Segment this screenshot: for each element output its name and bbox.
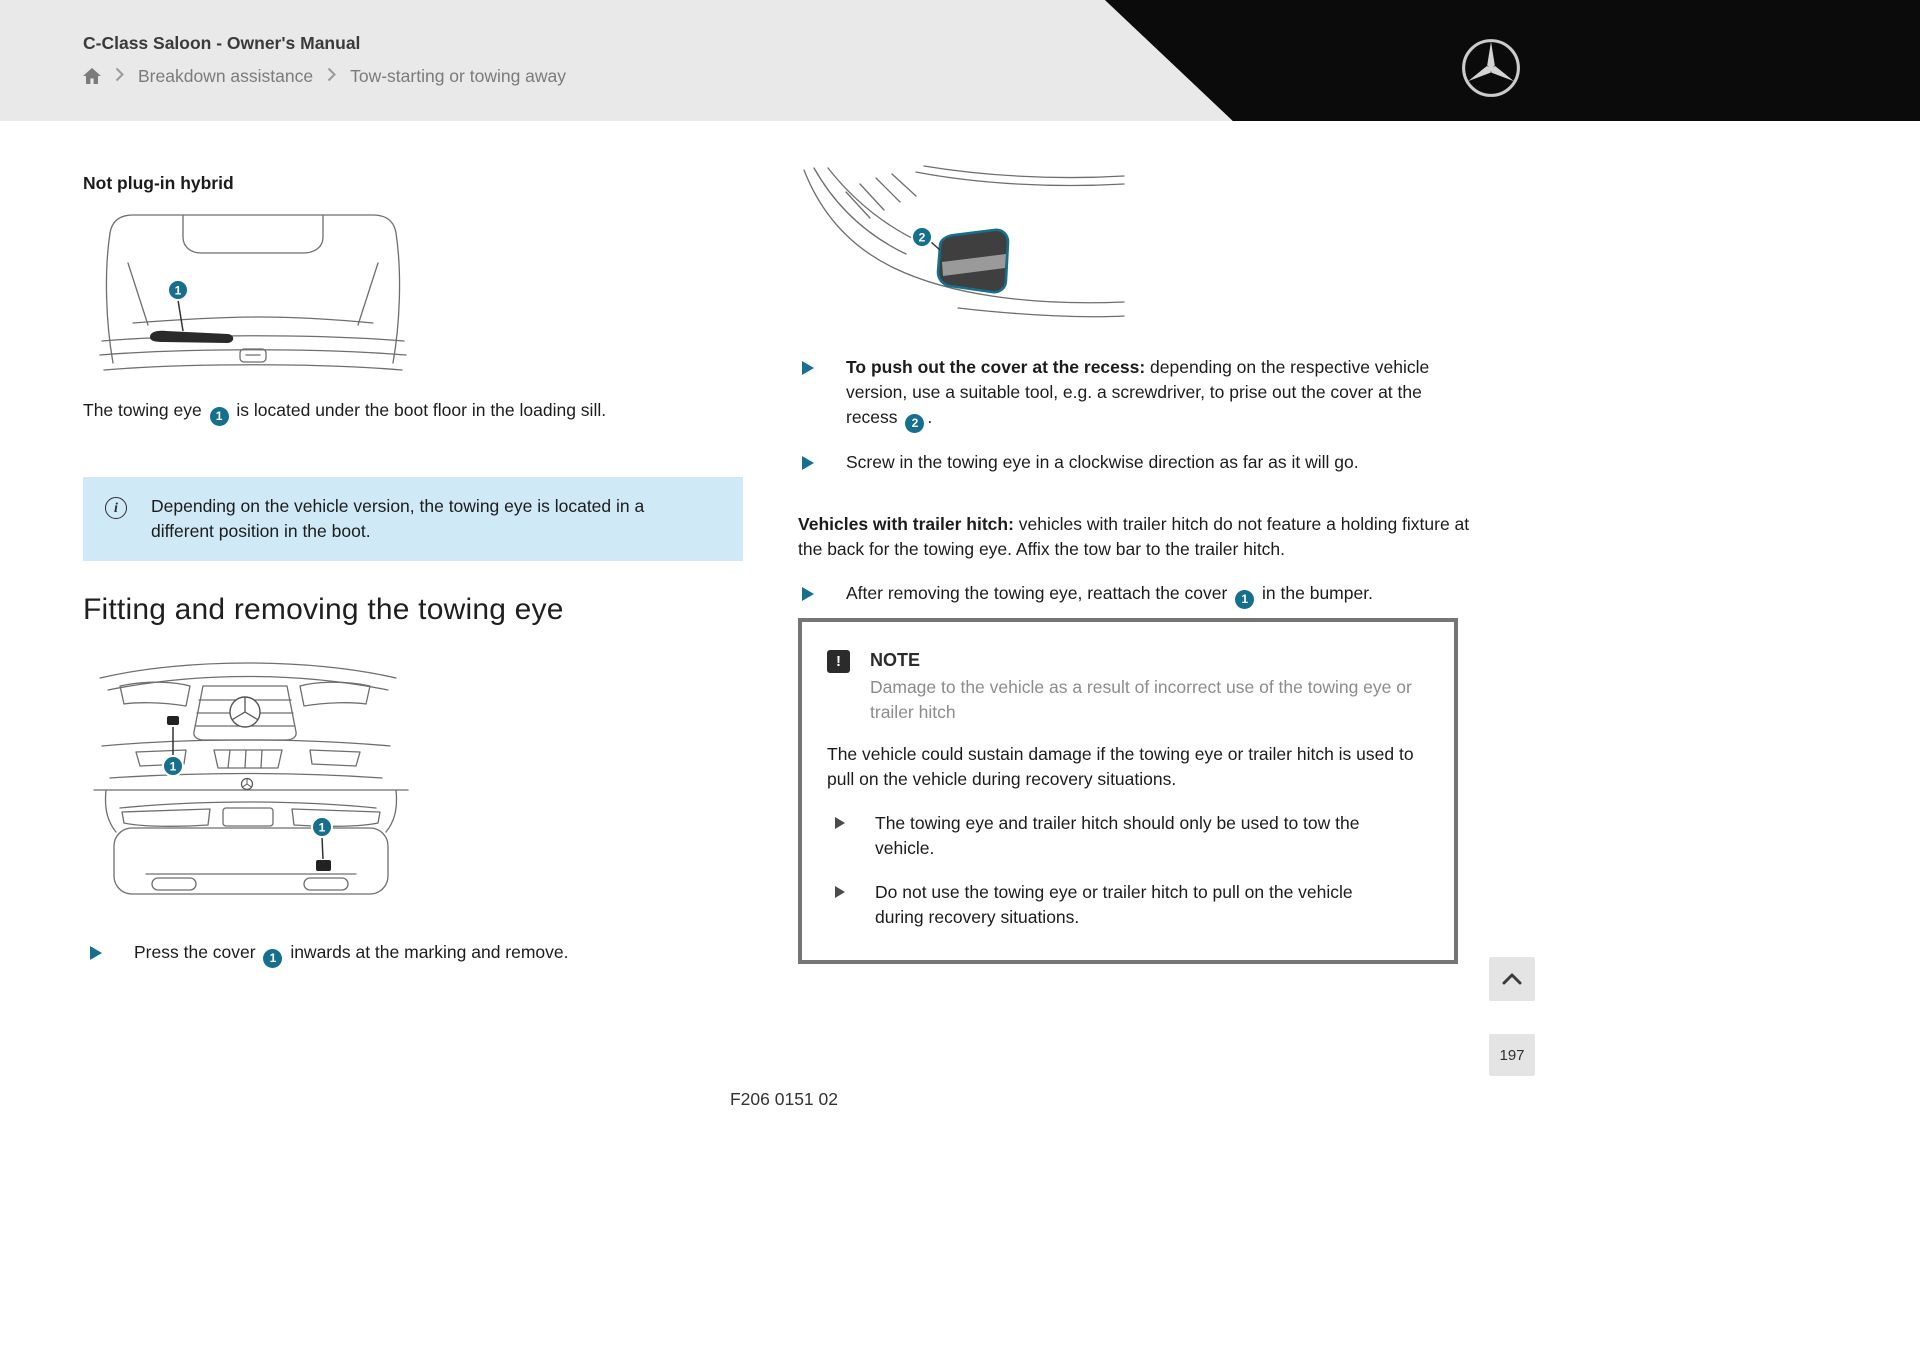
home-icon[interactable] [83,68,101,85]
step-text [846,355,1466,433]
marker-1: 1 [318,820,326,835]
chevron-right-icon [327,64,336,89]
figure-code: F206 0151 02 [729,1089,838,1109]
marker-1: 1 [1235,590,1254,609]
step-text-post: in the bumper. [1257,583,1373,603]
step-push-out-cover [798,355,1466,433]
step-text-body: depending on the respective vehicle version, use a suitable tool, e.g. a screwdriver, to prise out the cover at the recess [846,357,1430,427]
marker-2: 2 [905,414,924,433]
breadcrumb-current-page: Tow-starting or towing away [350,66,567,86]
manual-title: C-Class Saloon - Owner's Manual [83,33,361,53]
figure1-caption [83,398,733,426]
marker-2: 2 [918,230,926,245]
note-bullet-text: The towing eye and trailer hitch should only be used to tow the vehicle. [875,813,1360,858]
note-bullet [827,880,1426,930]
paragraph-bold: Vehicles with trailer hitch: [798,514,1014,534]
info-icon: i [105,497,127,519]
step-text-post: . [927,407,933,427]
note-bullet [827,811,1426,861]
header [0,0,1920,121]
section-heading-not-plugin-hybrid: Not plug-in hybrid [83,173,234,193]
marker-1: 1 [263,949,282,968]
step-screw-in [798,450,1466,475]
marker-1: 1 [174,283,182,298]
note-box [798,618,1458,964]
step-reattach-cover [798,581,1478,609]
bullet-arrow-icon [802,456,814,470]
front-rear-bumper-illustration [90,650,412,908]
note-label: NOTE [870,650,921,670]
step-text-pre: Press the cover [134,942,261,962]
marker-1: 1 [210,407,229,426]
caption-text: is located under the boot floor in the loading sill. [231,400,607,420]
breadcrumb [83,64,566,89]
step-text [134,940,736,968]
note-body: The vehicle could sustain damage if the towing eye or trailer hitch is used to pull on the vehicle during recovery situations. [827,744,1414,789]
note-title: Damage to the vehicle as a result of incorrect use of the towing eye or trailer hitch [870,677,1412,722]
step-text: Screw in the towing eye in a clockwise direction as far as it will go. [846,452,1359,472]
paragraph-text: vehicles with trailer hitch do not feature a holding fixture at the back for the towing eye. Affix the tow bar to the trailer hitch. [798,514,1470,559]
marker-1: 1 [169,759,177,774]
warning-icon: ! [827,650,850,673]
bullet-arrow-icon [802,361,814,375]
step-text-post: inwards at the marking and remove. [285,942,569,962]
boot-floor-illustration [88,203,418,388]
step-text-pre: After removing the towing eye, reattach the cover [846,583,1233,603]
caption-text: The towing eye [83,400,207,420]
chevron-up-icon [1498,969,1526,989]
note-header [827,648,1426,725]
bullet-arrow-icon [835,886,845,898]
breadcrumb-breakdown-assistance[interactable]: Breakdown assistance [138,66,314,86]
note-bullet-text: Do not use the towing eye or trailer hitch to pull on the vehicle during recovery situations. [875,882,1353,927]
mercedes-logo-icon [1460,37,1522,99]
step-press-cover [86,940,736,968]
recess-cover-illustration [798,166,1128,324]
trailer-hitch-paragraph [798,512,1470,562]
scroll-to-top-button[interactable] [1489,957,1535,1001]
chevron-right-icon [115,64,124,89]
info-box [83,477,743,561]
page-number-button[interactable]: 197 [1489,1034,1535,1076]
bullet-arrow-icon [802,587,814,601]
step-text [846,581,1478,609]
info-box-text: Depending on the vehicle version, the towing eye is located in a different position in the boot. [151,496,645,541]
page-title: Fitting and removing the towing eye [83,593,564,626]
bullet-arrow-icon [835,817,845,829]
bullet-arrow-icon [90,946,102,960]
step-text-bold: To push out the cover at the recess: [846,357,1146,377]
